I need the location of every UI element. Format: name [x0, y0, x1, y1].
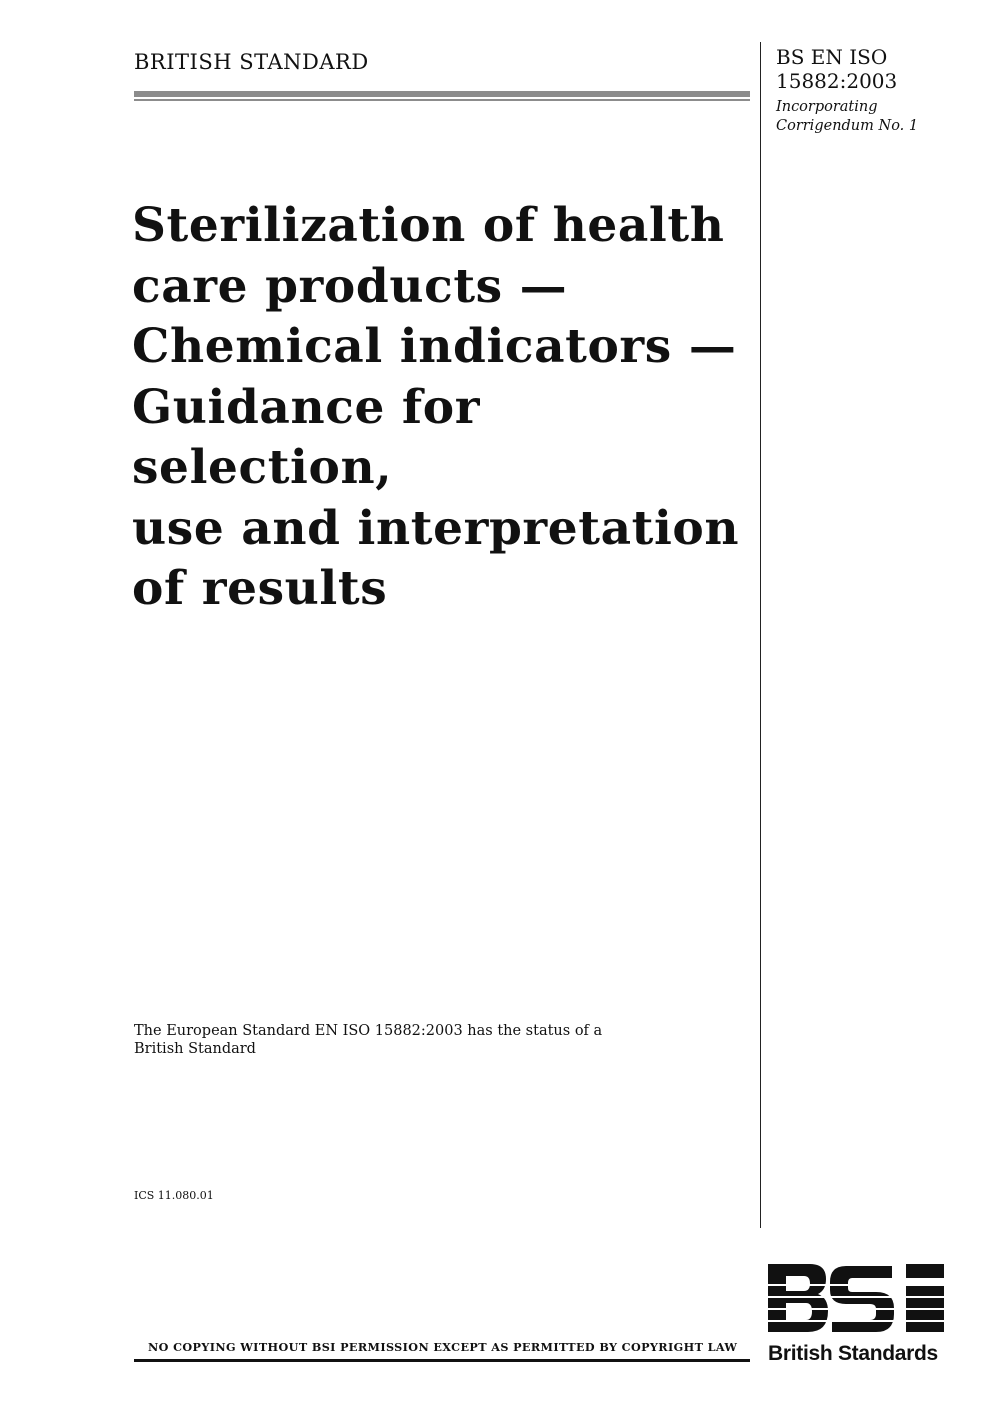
corrigendum-note [776, 98, 918, 136]
standard-number-line: BS EN ISO [776, 45, 888, 69]
header-rule-thin [134, 99, 750, 101]
ics-code: ICS 11.080.01 [134, 1189, 214, 1202]
title-line: care products — [132, 258, 568, 314]
title-line: Guidance for selection, [132, 379, 481, 495]
header-rule-thick [134, 91, 750, 97]
standard-number-line: 15882:2003 [776, 69, 898, 93]
title-line: Sterilization of health [132, 198, 725, 253]
copyright-notice: NO COPYING WITHOUT BSI PERMISSION EXCEPT AS PERMITTED BY COPYRIGHT LAW [148, 1340, 738, 1354]
bsi-logo-icon [766, 1262, 946, 1334]
header-label: BRITISH STANDARD [134, 50, 369, 74]
standard-number [776, 45, 897, 93]
title-line: of results [132, 561, 388, 616]
bsi-caption: British Standards [768, 1342, 938, 1365]
title-line: Chemical indicators — [132, 319, 737, 374]
corrigendum-line: Corrigendum No. 1 [776, 118, 919, 134]
margin-divider [760, 42, 761, 1228]
status-line: British Standard [134, 1041, 256, 1057]
title-line: use and interpretation [132, 500, 740, 556]
status-line: The European Standard EN ISO 15882:2003 has the status of a [134, 1023, 603, 1039]
document-title [132, 196, 752, 620]
corrigendum-line: Incorporating [776, 99, 878, 115]
footer-rule [134, 1359, 750, 1362]
status-statement [134, 1022, 634, 1058]
